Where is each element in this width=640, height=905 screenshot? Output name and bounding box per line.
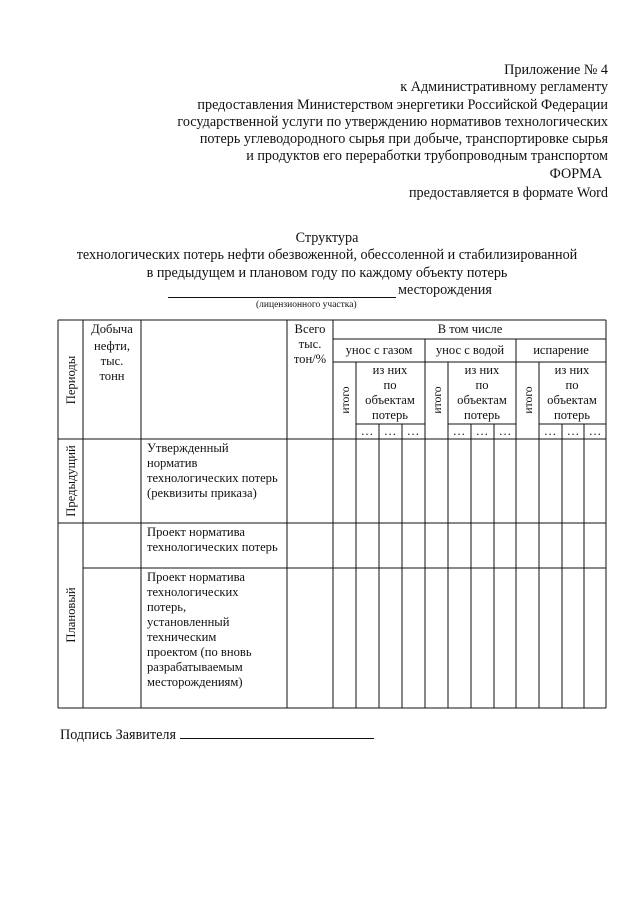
ellipsis-cell: … [588, 424, 602, 438]
header-line: потерь углеводородного сырья при добыче, транспортировке сырья [199, 131, 608, 148]
of-them-evaporation: по [565, 378, 579, 392]
row-draft-standard: технологических потерь [147, 540, 278, 554]
format-note: предоставляется в формате Word [408, 185, 608, 202]
col-total-header: Всего [294, 322, 326, 336]
header-line: и продуктов его переработки трубопроводным транспортом [246, 148, 608, 165]
row-draft-technical-project: месторождениям) [147, 675, 243, 689]
of-them-gas: из них [372, 363, 408, 377]
group-evaporation-header: испарение [533, 343, 589, 357]
ellipsis-cell: … [360, 424, 374, 438]
header-line: к Административному регламенту [400, 79, 608, 96]
of-them-gas: по [383, 378, 397, 392]
form-label: ФОРМА [549, 165, 602, 182]
header-line: предоставления Министерством энергетики Российской Федерации [197, 96, 608, 113]
row-draft-standard: Проект норматива [147, 525, 245, 539]
including-header: В том числе [437, 322, 503, 336]
ellipsis-cell: … [475, 424, 489, 438]
of-them-water: объектам [457, 393, 507, 407]
group-water-header: унос с водой [435, 343, 505, 357]
applicant-signature [60, 726, 374, 744]
row-approved-standard: Утвержденный [147, 441, 229, 455]
signature-label: Подпись Заявителя [60, 727, 176, 743]
col-total-header: тыс. [298, 337, 322, 351]
period-plan: Плановый [64, 587, 78, 643]
title-line: в предыдущем и плановом году по каждому объекту потерь [146, 264, 508, 281]
header-line: государственной услуги по утверждению нормативов технологических [177, 113, 608, 130]
col-production-header: Добыча [91, 322, 133, 336]
of-them-gas: потерь [371, 408, 409, 422]
itogo-water: итого [431, 386, 444, 414]
group-gas-header: унос с газом [345, 343, 413, 357]
ellipsis-cell: … [543, 424, 557, 438]
row-approved-standard: технологических потерь [147, 471, 278, 485]
signature-blank-line[interactable] [180, 726, 374, 739]
ellipsis-cell: … [566, 424, 580, 438]
row-approved-standard: норматив [147, 456, 198, 470]
col-production-header: нефти, [93, 339, 131, 353]
ellipsis-cell: … [452, 424, 466, 438]
row-draft-technical-project: проектом (по вновь [147, 645, 252, 659]
col-production-header: тонн [99, 369, 125, 383]
itogo-evaporation: итого [522, 386, 535, 414]
title-heading: Структура [295, 230, 359, 246]
col-production-header: тыс. [100, 354, 124, 368]
period-previous: Предыдущий [64, 445, 78, 517]
ellipsis-cell: … [406, 424, 420, 438]
deposit-field-note: (лицензионного участка) [256, 300, 357, 310]
appendix-number: Приложение № 4 [504, 62, 608, 78]
row-draft-technical-project: техническим [147, 630, 217, 644]
of-them-water: потерь [463, 408, 501, 422]
of-them-gas: объектам [365, 393, 415, 407]
title-line: технологических потерь нефти обезвоженной, обессоленной и стабилизированной [76, 247, 578, 264]
row-draft-technical-project: потерь, [147, 600, 187, 614]
row-approved-standard: (реквизиты приказа) [147, 486, 257, 500]
of-them-water: по [475, 378, 489, 392]
of-them-evaporation: объектам [547, 393, 597, 407]
table-grid [58, 320, 606, 708]
of-them-evaporation: потерь [553, 408, 591, 422]
row-draft-technical-project: Проект норматива [147, 570, 245, 584]
col-periods-header: Периоды [64, 355, 78, 405]
row-draft-technical-project: установленный [147, 615, 230, 629]
of-them-water: из них [464, 363, 500, 377]
of-them-evaporation: из них [554, 363, 590, 377]
itogo-gas: итого [339, 386, 352, 414]
ellipsis-cell: … [383, 424, 397, 438]
ellipsis-cell: … [498, 424, 512, 438]
deposit-suffix: месторождения [398, 282, 492, 298]
col-total-header: тон/% [293, 352, 327, 366]
row-draft-technical-project: технологических [147, 585, 239, 599]
row-draft-technical-project: разрабатываемым [147, 660, 243, 674]
